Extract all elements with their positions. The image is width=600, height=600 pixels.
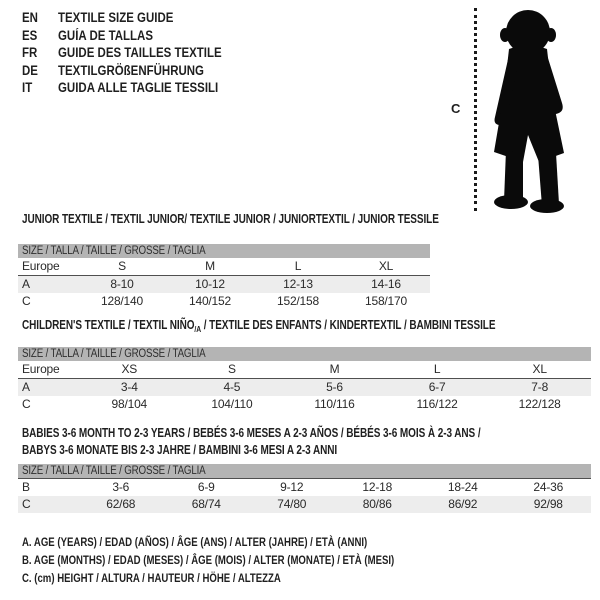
height-value: 110/116 [314,397,355,411]
region-label: Europe [22,259,60,273]
size-col: S [118,259,126,273]
size-header-band [18,464,591,478]
age-value: 12-13 [283,277,313,291]
guide-title-es: GUÍA DE TALLAS [58,27,153,43]
months-value: 18-24 [447,480,478,494]
row-label: C [22,497,31,511]
height-value: 152/158 [277,294,319,308]
size-col: L [294,259,302,273]
guide-title-fr: GUIDE DES TAILLES TEXTILE [58,45,222,61]
height-value: 116/122 [416,397,458,411]
height-value: 86/92 [448,497,478,511]
table-row-height [18,396,591,413]
size-col: XS [121,362,138,376]
age-value: 8-10 [110,277,134,291]
babies-title-text1: BABIES 3-6 MONTH TO 2-3 YEARS / BEBÉS 3-6 MESES A 2-3 AÑOS / BÉBÉS 3-6 MOIS À 2-3 ANS / [22,426,481,440]
lang-row-en [22,9,251,27]
height-value: 92/98 [533,497,563,511]
table-row-sizes [18,258,430,275]
note-text: B. AGE (MONTHS) / EDAD (MESES) / ÂGE (MOIS) / ALTER (MONATE) / ETÀ (MESI) [22,553,395,567]
height-value: 80/86 [362,497,392,511]
legend-notes [22,533,487,587]
size-col: XL [532,362,547,376]
children-section-title [22,318,600,334]
lang-code: ES [22,27,38,43]
age-value: 5-6 [326,380,343,394]
months-value: 6-9 [197,480,215,494]
age-value: 14-16 [371,277,401,291]
lang-code: EN [22,10,38,26]
note-text: C. (cm) HEIGHT / ALTURA / HAUTEUR / HÖHE / ALTEZZA [22,571,281,585]
lang-row-it [22,79,251,97]
table-row-height [18,496,591,513]
height-value: 62/68 [106,497,136,511]
table-row-months [18,479,591,496]
table-row-age [18,276,430,293]
height-value: 128/140 [101,294,143,308]
guide-title-it: GUIDA ALLE TAGLIE TESSILI [58,80,219,96]
table-row-age [18,379,591,396]
note-age-years [22,533,487,551]
row-label: C [22,294,31,308]
size-band-text: SIZE / TALLA / TAILLE / GRÖSSE / TAGLIA [22,245,206,257]
row-label: A [22,380,30,394]
height-measure-line [474,8,477,211]
height-value: 74/80 [277,497,307,511]
children-title-text [22,318,495,334]
lang-row-es [22,27,251,45]
junior-section-title [22,212,543,226]
babies-section-title-line2 [22,443,416,457]
age-value: 6-7 [428,380,446,394]
height-value: 140/152 [189,294,231,308]
junior-size-table [18,244,430,310]
months-value: 3-6 [112,480,130,494]
note-height-cm [22,569,487,587]
height-value: 104/110 [211,397,253,411]
children-title-subscript: /A [194,324,202,334]
babies-section-title-line1 [22,426,595,440]
junior-title-text: JUNIOR TEXTILE / TEXTIL JUNIOR/ TEXTILE JUNIOR / JUNIORTEXTIL / JUNIOR TESSILE [22,212,439,226]
months-value: 12-18 [362,480,393,494]
language-header [22,9,251,97]
size-col: M [205,259,215,273]
children-title-part1: CHILDREN'S TEXTILE / TEXTIL NIÑO [22,318,195,332]
size-col: XL [378,259,394,273]
size-header-band [18,347,591,361]
size-band-text: SIZE / TALLA / TAILLE / GRÖSSE / TAGLIA [22,348,206,360]
row-label: A [22,277,30,291]
children-size-table [18,347,591,413]
children-title-part2: / TEXTILE DES ENFANTS / KINDERTEXTIL / BAMBINI TESSILE [201,318,496,332]
lang-code: IT [22,80,33,96]
size-band-text: SIZE / TALLA / TAILLE / GRÖSSE / TAGLIA [22,465,206,477]
months-value: 9-12 [280,480,304,494]
age-value: 10-12 [195,277,225,291]
months-value: 24-36 [533,480,564,494]
age-value: 3-4 [120,380,138,394]
table-row-sizes [18,361,591,378]
babies-title-text2: BABYS 3-6 MONATE BIS 2-3 JAHRE / BAMBINI 3-6 MESI A 2-3 ANNI [22,443,338,457]
age-value: 4-5 [223,380,241,394]
lang-code: FR [22,45,38,61]
note-text: A. AGE (YEARS) / EDAD (AÑOS) / ÂGE (ANS) / ALTER (JAHRE) / ETÀ (ANNI) [22,535,368,549]
guide-title-de: TEXTILGRÖßENFÜHRUNG [58,62,204,78]
size-col: L [433,362,441,376]
lang-row-fr [22,44,251,62]
size-col: S [227,362,236,376]
size-header-band [18,244,430,258]
row-label: C [22,397,31,411]
row-label: B [22,480,30,494]
lang-code: DE [22,62,38,78]
height-value: 98/104 [111,397,148,411]
baby-silhouette-icon [482,5,574,213]
height-value: 122/128 [518,397,561,411]
note-age-months [22,551,487,569]
region-label: Europe [22,362,60,376]
age-value: 7-8 [531,380,549,394]
babies-size-table [18,464,591,513]
height-value: 158/170 [365,294,407,308]
height-measure-label: C [451,101,461,116]
guide-title-en: TEXTILE SIZE GUIDE [58,10,174,26]
table-row-height [18,293,430,310]
height-value: 68/74 [191,497,221,511]
size-col: M [329,362,340,376]
lang-row-de [22,62,251,80]
